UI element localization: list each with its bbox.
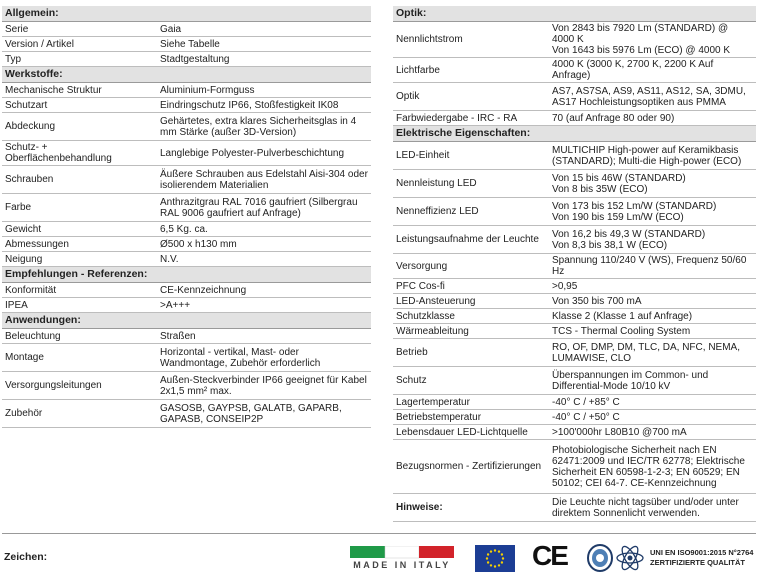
spec-value: Anthrazitgrau RAL 7016 gaufriert (Silbergrau RAL 9006 gaufriert auf Anfrage) (157, 194, 371, 222)
spec-label: LED-Einheit (393, 142, 549, 170)
spec-value: RO, OF, DMP, DM, TLC, DA, NFC, NEMA, LUMAWISE, CLO (549, 339, 756, 367)
spec-label: Schutz- + Oberflächenbehandlung (2, 141, 157, 166)
spec-row-betriebstemperatur (393, 410, 756, 425)
spec-label: LED-Ansteuerung (393, 294, 549, 309)
certification-seal-icon (587, 544, 613, 577)
footer-divider (2, 533, 756, 534)
spec-value: 6,5 Kg. ca. (157, 222, 371, 237)
spec-value: -40° C / +50° C (549, 410, 756, 425)
spec-value: TCS - Thermal Cooling System (549, 324, 756, 339)
spec-row-montage (2, 344, 371, 372)
spec-value: >A+++ (157, 298, 371, 313)
spec-row-leistungsaufnahme-der-leuchte (393, 226, 756, 254)
spec-label: Hinweise: (393, 494, 549, 522)
made-in-italy-logo (350, 546, 454, 572)
eu-star (501, 553, 503, 555)
spec-row-schutzart (2, 98, 371, 113)
spec-label: Zubehör (2, 400, 157, 428)
spec-value: Die Leuchte nicht tagsüber und/oder unter direktem Sonnenlicht verwenden. (549, 494, 756, 522)
spec-label: Version / Artikel (2, 37, 157, 52)
spec-row-pfc-cos-fi (393, 279, 756, 294)
spec-row-nennlichtstrom (393, 22, 756, 58)
spec-value: 70 (auf Anfrage 80 oder 90) (549, 111, 756, 126)
spec-value: Von 16,2 bis 49,3 W (STANDARD) Von 8,3 bis 38,1 W (ECO) (549, 226, 756, 254)
spec-row-nenneffizienz-led (393, 198, 756, 226)
spec-row-led-ansteuerung (393, 294, 756, 309)
spec-label: Lebensdauer LED-Lichtquelle (393, 425, 549, 440)
spec-label: Schutz (393, 367, 549, 395)
eu-star (494, 565, 496, 567)
spec-label: Gewicht (2, 222, 157, 237)
spec-label: Lichtfarbe (393, 58, 549, 83)
spec-label: Versorgungsleitungen (2, 372, 157, 400)
spec-value: CE-Kennzeichnung (157, 283, 371, 298)
spec-label: PFC Cos-fi (393, 279, 549, 294)
spec-value: Von 2843 bis 7920 Lm (STANDARD) @ 4000 K Von 1643 bis 5976 Lm (ECO) @ 4000 K (549, 22, 756, 58)
spec-label: Lagertemperatur (393, 395, 549, 410)
spec-label: Nenneffizienz LED (393, 198, 549, 226)
spec-row-zubeh-r (2, 400, 371, 428)
section-title: Empfehlungen - Referenzen: (2, 267, 371, 283)
spec-value: Von 173 bis 152 Lm/W (STANDARD) Von 190 bis 159 Lm/W (ECO) (549, 198, 756, 226)
spec-label: Typ (2, 52, 157, 67)
spec-row-abdeckung (2, 113, 371, 141)
section-header-empfehlungen-referenzen (2, 267, 371, 283)
spec-row-betrieb (393, 339, 756, 367)
spec-label: Leistungsaufnahme der Leuchte (393, 226, 549, 254)
spec-value: MULTICHIP High-power auf Keramikbasis (STANDARD); Multi-die High-power (ECO) (549, 142, 756, 170)
spec-row-farbwiedergabe-irc-ra (393, 111, 756, 126)
eu-flag-logo (475, 545, 515, 577)
spec-label: Nennleistung LED (393, 170, 549, 198)
spec-label: Wärmeableitung (393, 324, 549, 339)
spec-label: Montage (2, 344, 157, 372)
spec-label: Mechanische Struktur (2, 83, 157, 98)
spec-row-ipea (2, 298, 371, 313)
spec-row-versorgung (393, 254, 756, 279)
spec-value: 4000 K (3000 K, 2700 K, 2200 K Auf Anfrage) (549, 58, 756, 83)
spec-label: Neigung (2, 252, 157, 267)
spec-value: Straßen (157, 329, 371, 344)
iso-quality-line: ZERTIFIZIERTE QUALITÄT (650, 558, 745, 567)
eu-star (487, 553, 489, 555)
spec-value: Äußere Schrauben aus Edelstahl Aisi-304 oder isolierendem Materialien (157, 166, 371, 194)
spec-label: Schutzart (2, 98, 157, 113)
made-in-italy-text: MADE IN ITALY (353, 560, 451, 570)
section-header-anwendungen (2, 313, 371, 329)
left-spec-table (2, 6, 371, 428)
spec-row-farbe (2, 194, 371, 222)
spec-row-konformit-t (2, 283, 371, 298)
spec-row-optik (393, 83, 756, 111)
spec-value: Gaia (157, 22, 371, 37)
spec-row-abmessungen (2, 237, 371, 252)
spec-value: Photobiologische Sicherheit nach EN 62471:2009 und IEC/TR 62778; Elektrische Sicherheit EN 60598-1-2-3; EN 60529; EN 50102; CEI 64-7. CE-Kennzeichnung (549, 440, 756, 494)
spec-value: >100'000hr L80B10 @700 mA (549, 425, 756, 440)
spec-label: Farbwiedergabe - IRC - RA (393, 111, 549, 126)
spec-row-versorgungsleitungen (2, 372, 371, 400)
spec-label: Abmessungen (2, 237, 157, 252)
spec-label: Optik (393, 83, 549, 111)
spec-value: N.V. (157, 252, 371, 267)
right-spec-table (393, 6, 756, 522)
spec-label: Schutzklasse (393, 309, 549, 324)
spec-row-beleuchtung (2, 329, 371, 344)
spec-value: Ø500 x h130 mm (157, 237, 371, 252)
spec-row-led-einheit (393, 142, 756, 170)
section-title: Anwendungen: (2, 313, 371, 329)
eu-star (490, 564, 492, 566)
spec-label: Betrieb (393, 339, 549, 367)
spec-row-w-rmeableitung (393, 324, 756, 339)
spec-value: Eindringschutz IP66, Stoßfestigkeit IK08 (157, 98, 371, 113)
section-header-allgemein (2, 6, 371, 22)
section-header-optik (393, 6, 756, 22)
spec-row-schrauben (2, 166, 371, 194)
spec-value: Außen-Steckverbinder IP66 geeignet für Kabel 2x1,5 mm² max. (157, 372, 371, 400)
ce-mark-logo: CE (532, 540, 567, 571)
spec-label: IPEA (2, 298, 157, 313)
spec-value: Überspannungen im Common- und Differential-Mode 10/10 kV (549, 367, 756, 395)
eu-star (498, 564, 500, 566)
spec-label: Nennlichtstrom (393, 22, 549, 58)
spec-value: Stadtgestaltung (157, 52, 371, 67)
spec-label: Bezugsnormen - Zertifizierungen (393, 440, 549, 494)
spec-value: GASOSB, GAYPSB, GALATB, GAPARB, GAPASB, CONSEIP2P (157, 400, 371, 428)
eu-star (487, 561, 489, 563)
spec-value: Aluminium-Formguss (157, 83, 371, 98)
section-title: Elektrische Eigenschaften: (393, 126, 756, 142)
spec-value: Von 350 bis 700 mA (549, 294, 756, 309)
spec-row-schutz (393, 367, 756, 395)
right-spec-column (393, 6, 756, 522)
spec-row-neigung (2, 252, 371, 267)
iso-standard-line: UNI EN ISO9001:2015 N°2764 (650, 548, 754, 557)
spec-value: AS7, AS7SA, AS9, AS11, AS12, SA, 3DMU, AS17 Hochleistungsoptiken aus PMMA (549, 83, 756, 111)
iso-certification-text (650, 548, 756, 568)
spec-value: -40° C / +85° C (549, 395, 756, 410)
eu-star (502, 557, 504, 559)
spec-label: Versorgung (393, 254, 549, 279)
spec-value: Horizontal - vertikal, Mast- oder Wandmontage, Zubehör erforderlich (157, 344, 371, 372)
spec-row-lagertemperatur (393, 395, 756, 410)
spec-row-version-artikel (2, 37, 371, 52)
spec-value: Von 15 bis 46W (STANDARD) Von 8 bis 35W (ECO) (549, 170, 756, 198)
spec-label: Betriebstemperatur (393, 410, 549, 425)
spec-label: Farbe (2, 194, 157, 222)
section-title: Werkstoffe: (2, 67, 371, 83)
spec-value: Gehärtetes, extra klares Sicherheitsglas in 4 mm Stärke (außer 3D-Version) (157, 113, 371, 141)
spec-row-gewicht (2, 222, 371, 237)
spec-row-hinweise (393, 494, 756, 522)
spec-value: Klasse 2 (Klasse 1 auf Anfrage) (549, 309, 756, 324)
spec-value: Spannung 110/240 V (WS), Frequenz 50/60 Hz (549, 254, 756, 279)
atom-network-icon (615, 543, 645, 578)
spec-value: >0,95 (549, 279, 756, 294)
spec-label: Abdeckung (2, 113, 157, 141)
spec-label: Konformität (2, 283, 157, 298)
spec-row-mechanische-struktur (2, 83, 371, 98)
spec-row-lichtfarbe (393, 58, 756, 83)
spec-row-serie (2, 22, 371, 37)
spec-row-schutzklasse (393, 309, 756, 324)
spec-row-schutz-oberfl-chenbehandlung (2, 141, 371, 166)
left-spec-column (2, 6, 371, 428)
spec-value: Langlebige Polyester-Pulverbeschichtung (157, 141, 371, 166)
footer-label: Zeichen: (4, 551, 48, 563)
eu-star (498, 550, 500, 552)
eu-star (501, 561, 503, 563)
spec-label: Schrauben (2, 166, 157, 194)
eu-star (486, 557, 488, 559)
section-title: Optik: (393, 6, 756, 22)
section-header-elektrische-eigenschaften (393, 126, 756, 142)
spec-row-bezugsnormen-zertifizierungen (393, 440, 756, 494)
section-title: Allgemein: (2, 6, 371, 22)
eu-stars-icon (475, 545, 515, 572)
section-header-werkstoffe (2, 67, 371, 83)
spec-label: Serie (2, 22, 157, 37)
eu-star (490, 550, 492, 552)
spec-row-nennleistung-led (393, 170, 756, 198)
spec-row-lebensdauer-led-lichtquelle (393, 425, 756, 440)
spec-label: Beleuchtung (2, 329, 157, 344)
spec-row-typ (2, 52, 371, 67)
spec-value: Siehe Tabelle (157, 37, 371, 52)
eu-star (494, 549, 496, 551)
